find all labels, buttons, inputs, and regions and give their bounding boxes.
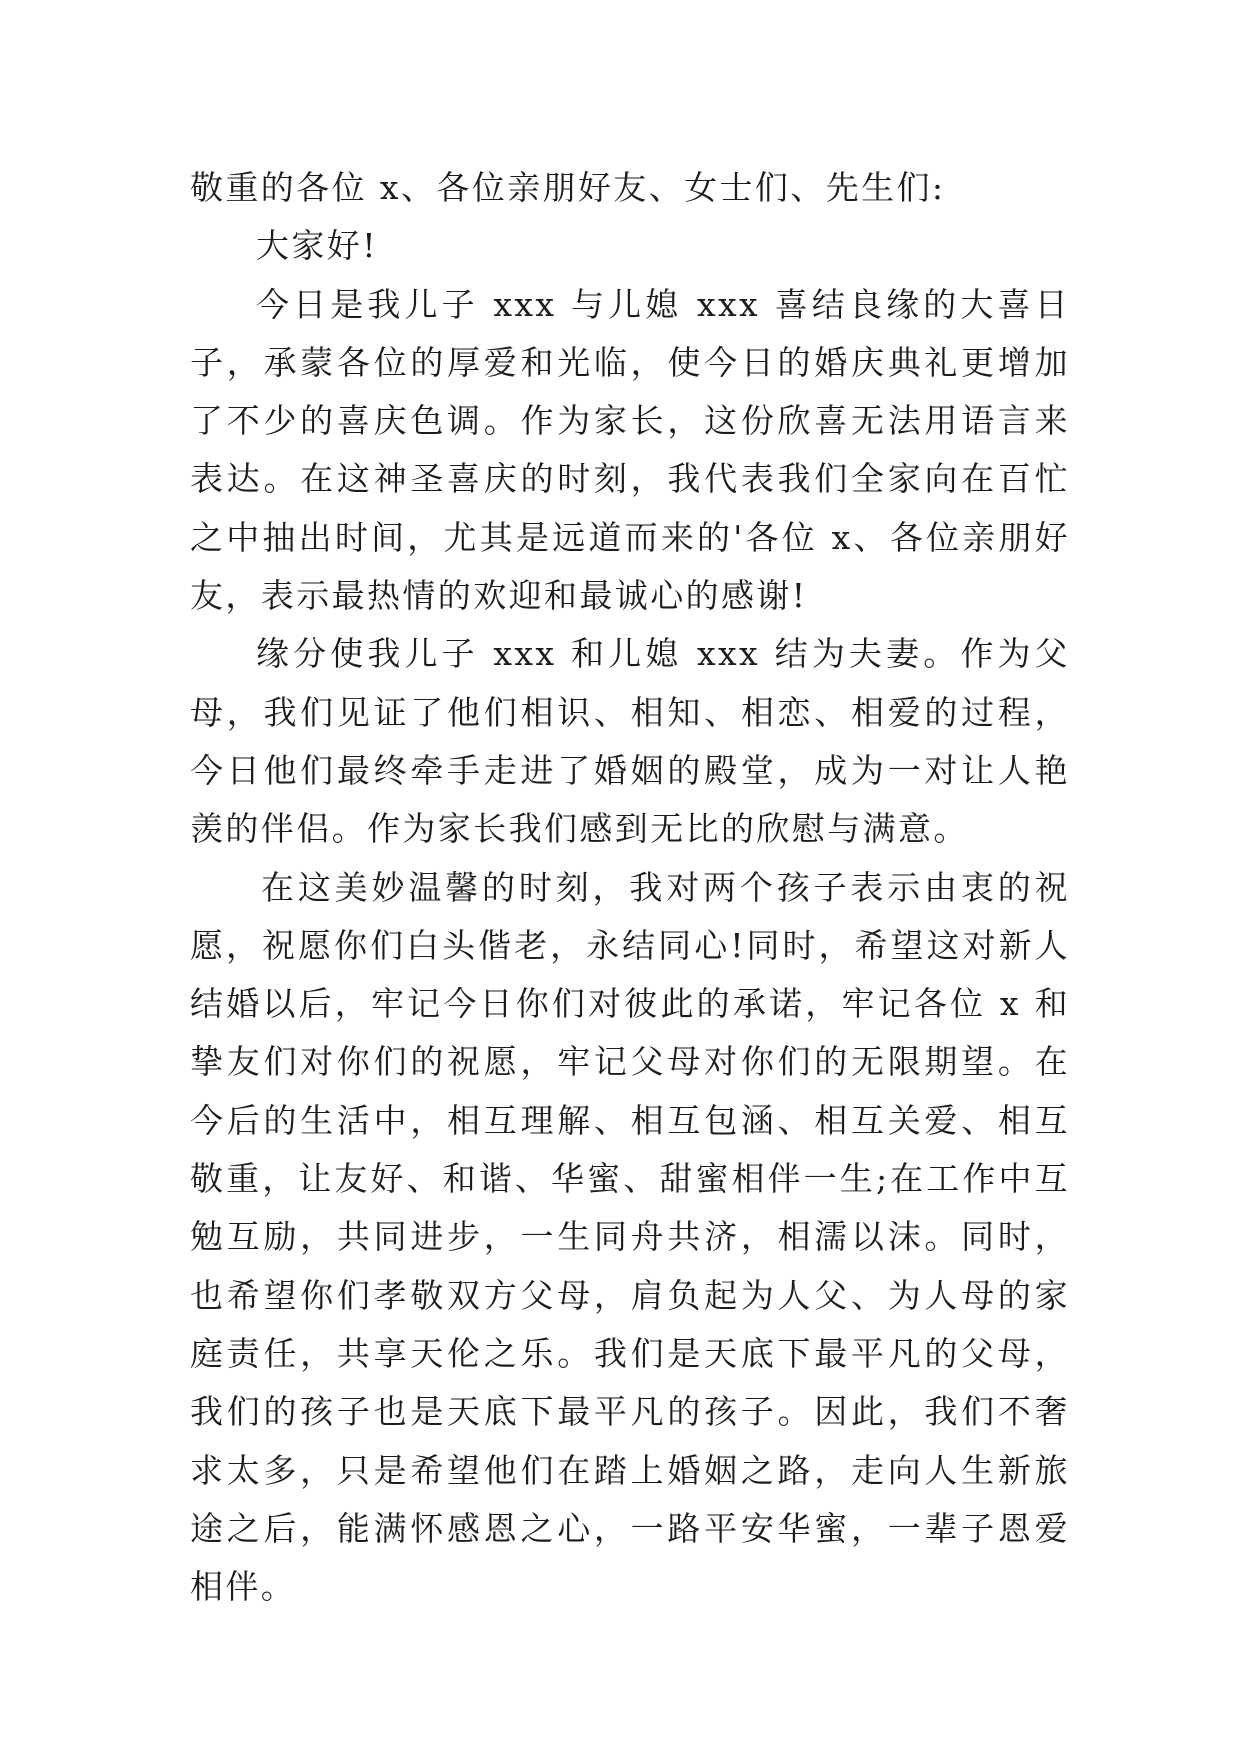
paragraph-welcome: 今日是我儿子 xxx 与儿媳 xxx 喜结良缘的大喜日子，承蒙各位的厚爱和光临，使今日的婚庆典礼更增加了不少的喜庆色调。作为家长，这份欣喜无法用语言来表达。在这神圣喜庆的时刻，我代表我们全家向在百忙之中抽出时间，尤其是远道而来的'各位 x、各位亲朋好友，表示最热情的欢迎和最诚心的感谢! (190, 284, 1070, 616)
speech-text (190, 159, 1070, 1616)
greeting-line: 大家好! (256, 226, 378, 266)
paragraph-fate: 缘分使我儿子 xxx 和儿媳 xxx 结为夫妻。作为父母，我们见证了他们相识、相知、相恋、相爱的过程，今日他们最终牵手走进了婚姻的殿堂，成为一对让人艳羡的伴侣。作为家长我们感到无比的欣慰与满意。 (190, 634, 1070, 849)
salutation-line: 敬重的各位 x、各位亲朋好友、女士们、先生们: (190, 168, 946, 207)
paragraph-wishes: 在这美妙温馨的时刻，我对两个孩子表示由衷的祝愿，祝愿你们白头偕老，永结同心!同时，希望这对新人结婚以后，牢记今日你们对彼此的承诺，牢记各位 x 和挚友们对你们的祝愿，牢记父母对你们的无限期望。在今后的生活中，相互理解、相互包涵、相互关爱、相互敬重，让友好、和谐、华蜜、甜蜜相伴一生;在工作中互勉互励，共同进步，一生同舟共济，相濡以沫。同时，也希望你们孝敬双方父母，肩负起为人父、为人母的家庭责任，共享天伦之乐。我们是天底下最平凡的父母，我们的孩子也是天底下最平凡的孩子。因此，我们不奢求太多，只是希望他们在踏上婚姻之路，走向人生新旅途之后，能满怀感恩之心，一路平安华蜜，一辈子恩爱相伴。 (190, 867, 1070, 1607)
